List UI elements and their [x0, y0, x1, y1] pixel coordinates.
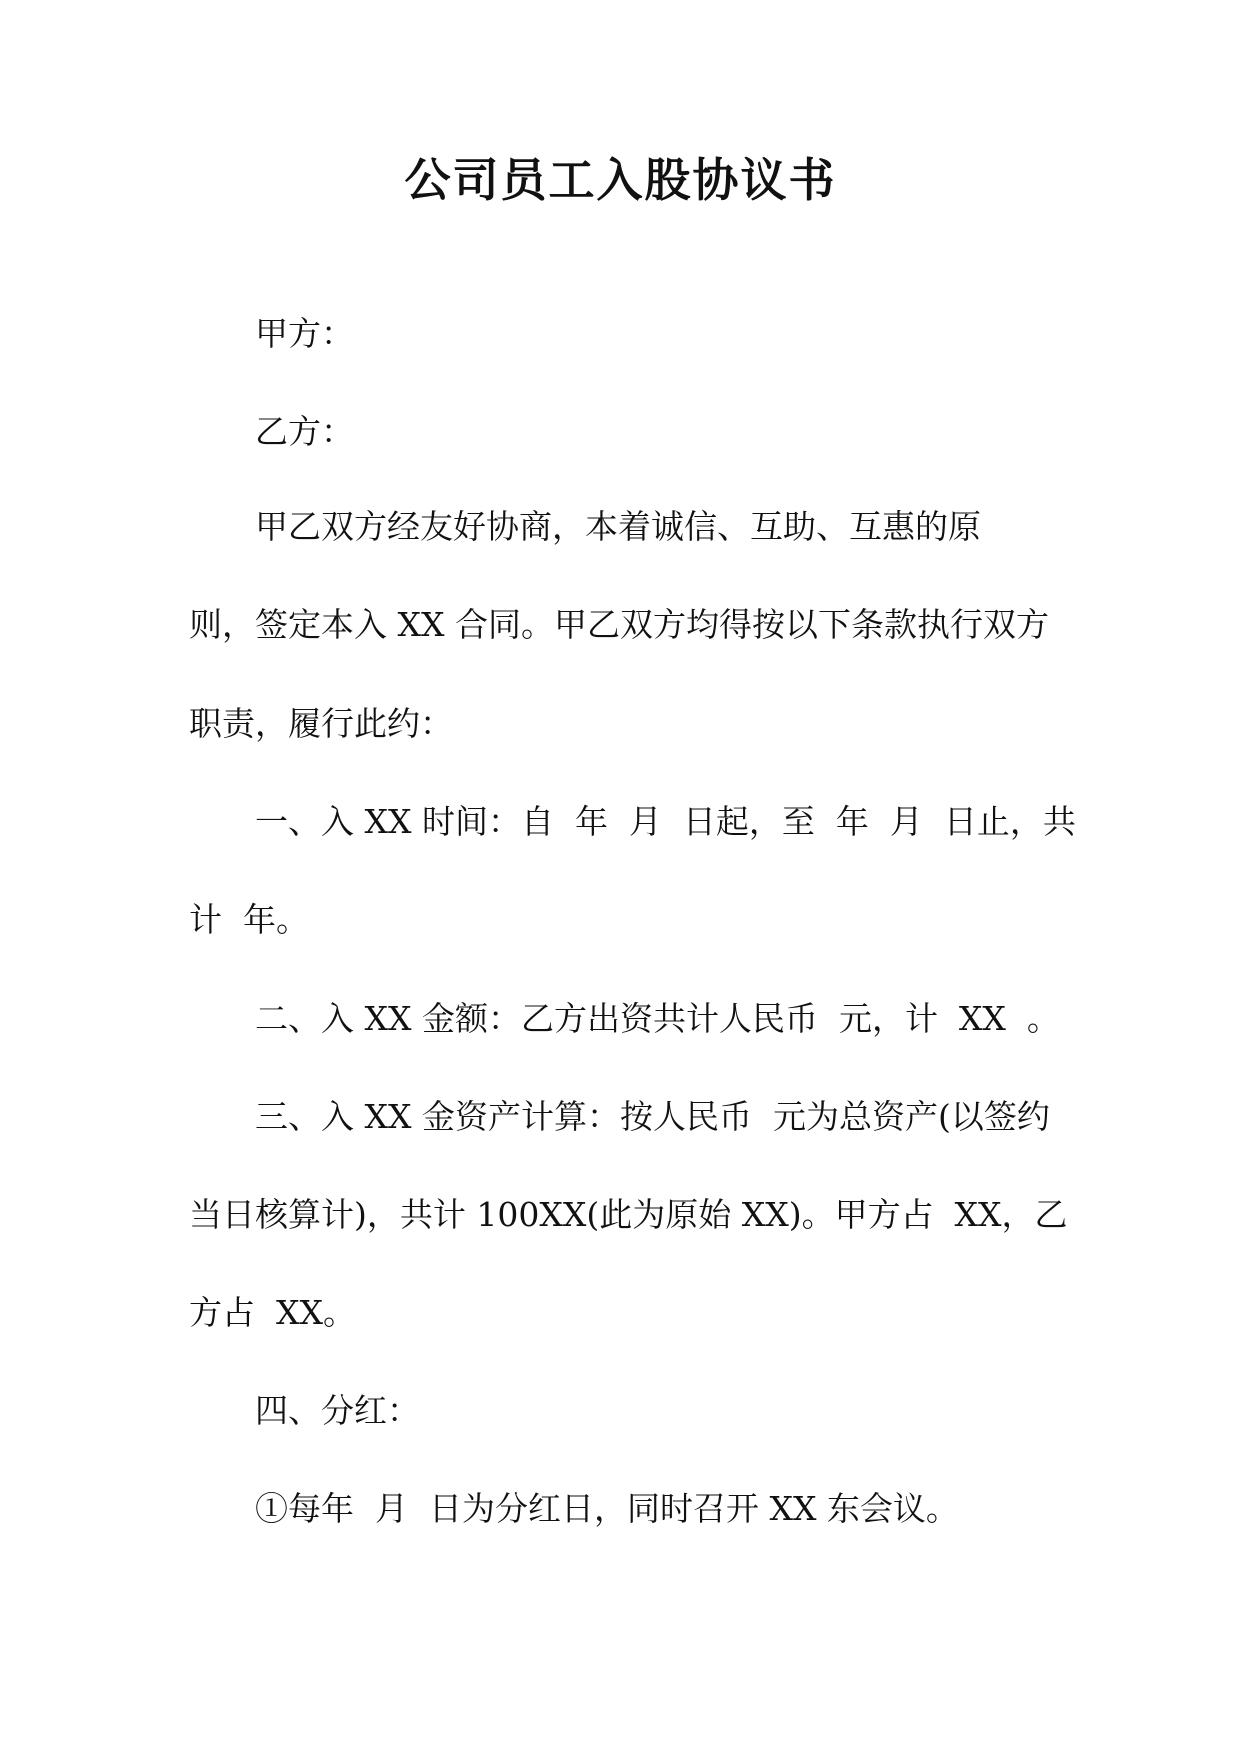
document-title: 公司员工入股协议书 — [404, 153, 837, 207]
party-b-label: 乙方： — [255, 412, 354, 451]
preamble-line-3: 职责，履行此约： — [189, 704, 453, 743]
clause-4-item-1: ①每年 月 日为分红日，同时召开 XX 东会议。 — [255, 1489, 959, 1528]
clause-1-line-2: 计 年。 — [189, 900, 309, 939]
clause-3-line-2: 当日核算计)，共计 100XX(此为原始 XX)。甲方占 XX，乙 — [189, 1195, 1068, 1234]
clause-3-line-3: 方占 XX。 — [189, 1293, 356, 1332]
preamble-line-1: 甲乙双方经友好协商，本着诚信、互助、互惠的原 — [255, 507, 981, 546]
party-a-label: 甲方： — [255, 314, 354, 353]
clause-1-line-1: 一、入 XX 时间：自 年 月 日起，至 年 月 日止，共 — [255, 802, 1076, 841]
clause-2-line-1: 二、入 XX 金额：乙方出资共计人民币 元，计 XX 。 — [255, 999, 1060, 1038]
clause-3-line-1: 三、入 XX 金资产计算：按人民币 元为总资产(以签约 — [255, 1097, 1050, 1136]
clause-4-heading: 四、分红： — [255, 1391, 420, 1430]
preamble-line-2: 则，签定本入 XX 合同。甲乙双方均得按以下条款执行双方 — [189, 605, 1049, 644]
